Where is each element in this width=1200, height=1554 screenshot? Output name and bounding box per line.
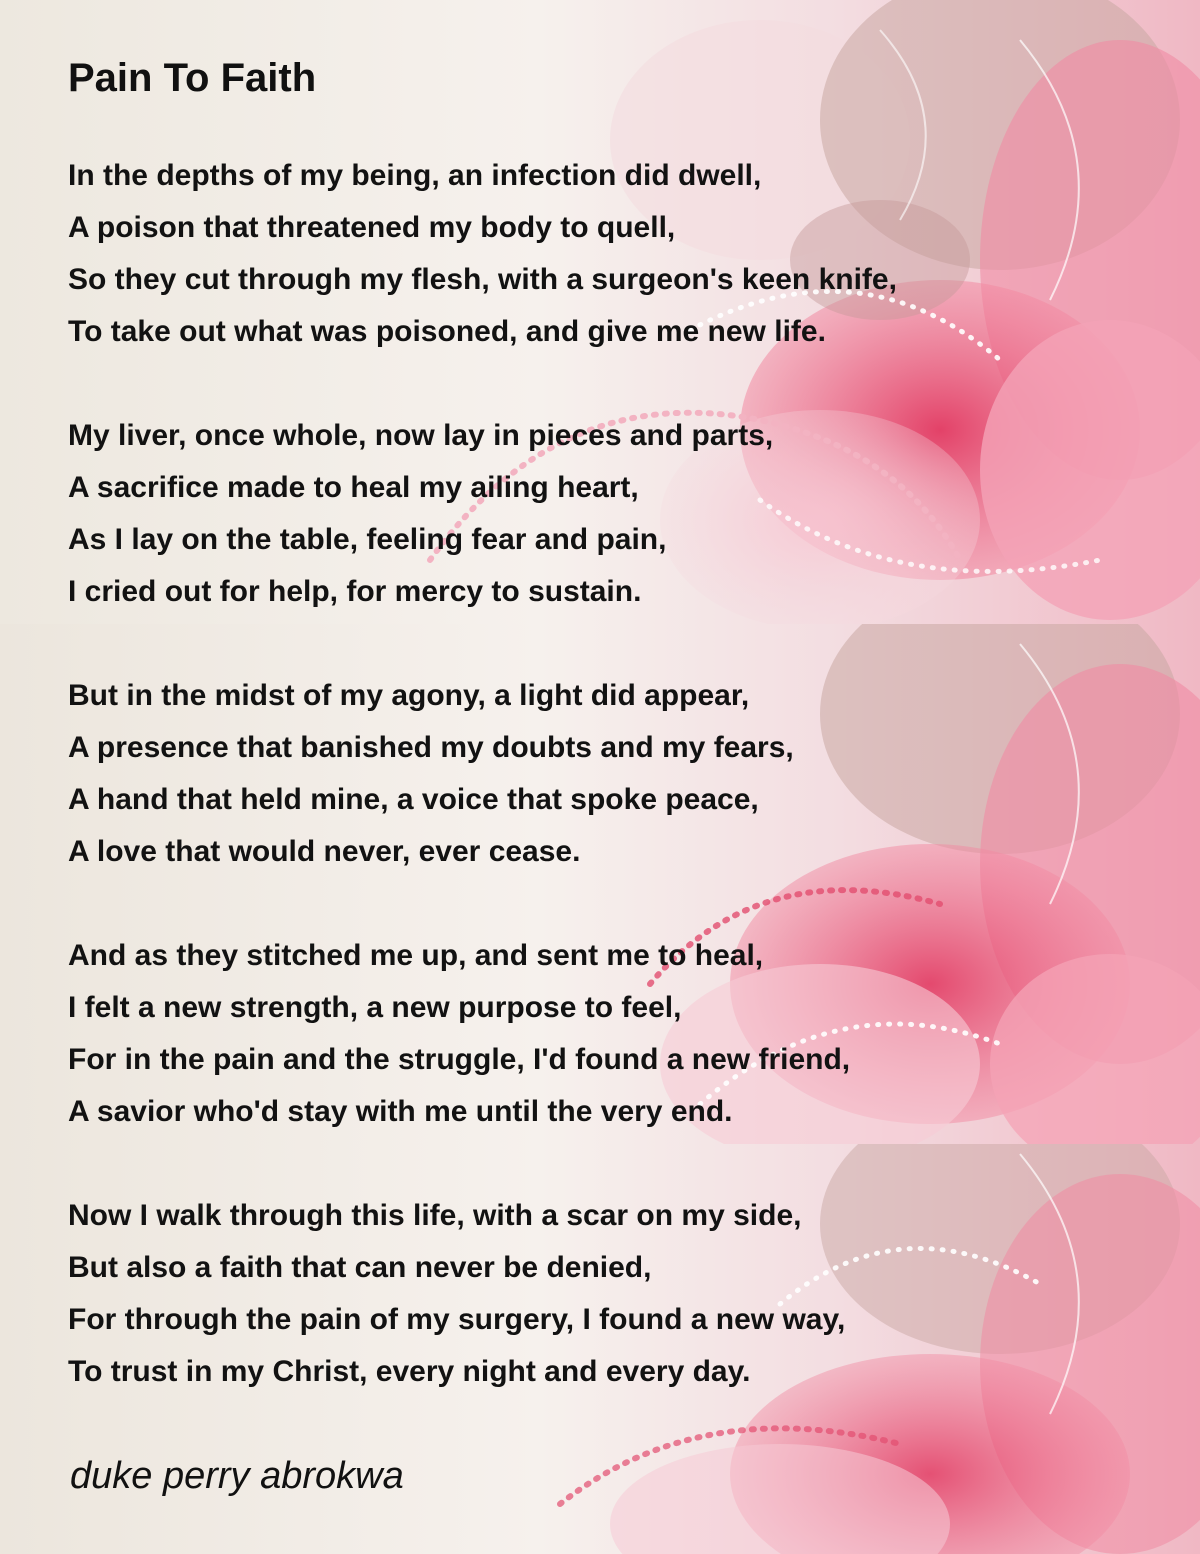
poem-line: For in the pain and the struggle, I'd found a new friend, <box>68 1043 851 1076</box>
poem-line: As I lay on the table, feeling fear and pain, <box>68 523 667 556</box>
poem-line: For through the pain of my surgery, I found a new way, <box>68 1303 846 1336</box>
poem-stanza <box>68 670 897 878</box>
poem-line: A love that would never, ever cease. <box>68 835 581 868</box>
poem-author: duke perry abrokwa <box>70 1455 404 1497</box>
poem-stanza <box>68 930 897 1138</box>
poem-line: I cried out for help, for mercy to sustain. <box>68 575 642 608</box>
poem-line: I felt a new strength, a new purpose to feel, <box>68 991 682 1024</box>
poem-line: But in the midst of my agony, a light did appear, <box>68 679 750 712</box>
poem-stanza <box>68 1190 897 1398</box>
poem-line: A presence that banished my doubts and my fears, <box>68 731 794 764</box>
poem-line: So they cut through my flesh, with a surgeon's keen knife, <box>68 263 897 296</box>
poem-line: To take out what was poisoned, and give me new life. <box>68 315 826 348</box>
poem-line: A sacrifice made to heal my ailing heart, <box>68 471 639 504</box>
poem-title: Pain To Faith <box>68 56 317 100</box>
poem-line: In the depths of my being, an infection did dwell, <box>68 159 762 192</box>
poem-line: But also a faith that can never be denied, <box>68 1251 652 1284</box>
poem-stanza <box>68 150 897 358</box>
poem-line: A savior who'd stay with me until the very end. <box>68 1095 733 1128</box>
poem-stanza <box>68 410 897 618</box>
poem-line: And as they stitched me up, and sent me to heal, <box>68 939 764 972</box>
poem-line: My liver, once whole, now lay in pieces and parts, <box>68 419 774 452</box>
poem-body <box>68 150 897 1450</box>
poem-line: A poison that threatened my body to quell, <box>68 211 676 244</box>
poem-line: To trust in my Christ, every night and every day. <box>68 1355 751 1388</box>
poem-line: Now I walk through this life, with a scar on my side, <box>68 1199 802 1232</box>
poem-line: A hand that held mine, a voice that spoke peace, <box>68 783 759 816</box>
